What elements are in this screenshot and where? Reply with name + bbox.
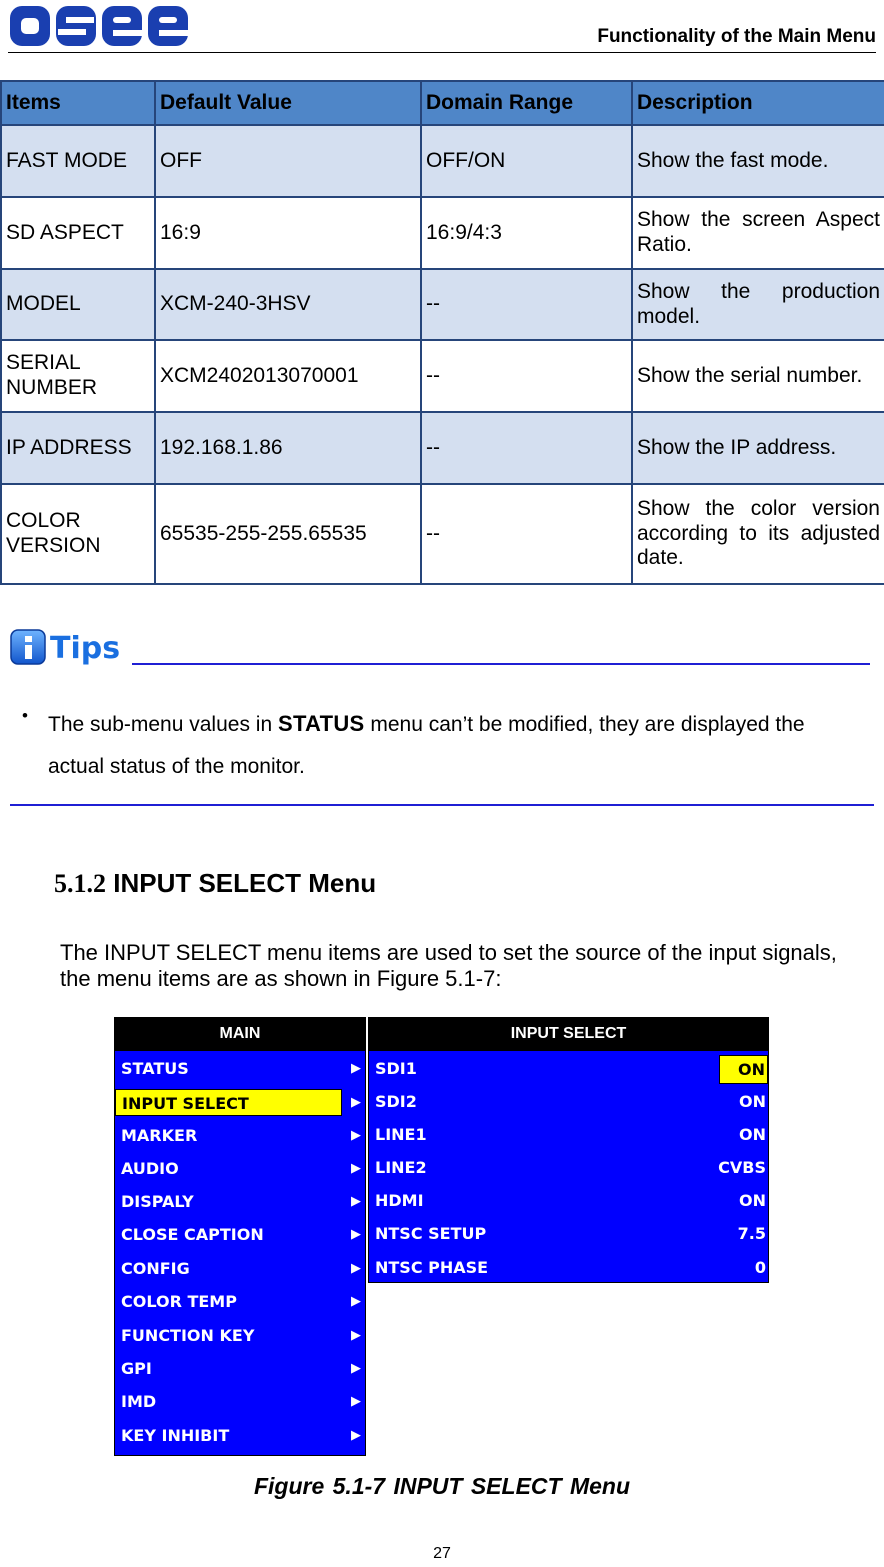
col-header-description: Description [632,81,884,125]
input-select-value-ntsc-phase[interactable]: 0 [754,1258,766,1277]
main-menu-item-key-inhibit[interactable]: KEY INHIBIT [121,1426,230,1445]
osee-logo [10,4,188,48]
tips-top-rule [132,663,870,665]
chevron-right-icon: ▶ [351,1428,361,1443]
main-menu-panel [114,1050,366,1456]
chevron-right-icon: ▶ [351,1227,361,1242]
chevron-right-icon: ▶ [351,1261,361,1276]
main-menu-item-imd[interactable]: IMD [121,1392,157,1411]
cell-item: COLOR VERSION [1,484,155,584]
main-menu-item-marker[interactable]: MARKER [121,1126,198,1145]
cell-description: Show the fast mode. [632,125,884,197]
chevron-right-icon: ▶ [351,1361,361,1376]
input-select-panel [368,1050,769,1283]
cell-range: OFF/ON [421,125,632,197]
tip-text-before: The sub-menu values in [48,713,278,736]
cell-description: Show the production model. [632,269,884,340]
col-header-default-value: Default Value [155,81,421,125]
chevron-right-icon: ▶ [351,1394,361,1409]
chevron-right-icon: ▶ [351,1294,361,1309]
cell-default: XCM2402013070001 [155,340,421,412]
table-header-row [1,81,884,125]
cell-item: SERIAL NUMBER [1,340,155,412]
cell-item: IP ADDRESS [1,412,155,484]
input-select-header: INPUT SELECT [368,1017,769,1050]
input-select-value-sdi1[interactable]: ON [719,1055,768,1084]
input-select-label-ntsc-setup[interactable]: NTSC SETUP [375,1224,487,1243]
cell-default: XCM-240-3HSV [155,269,421,340]
tip-note [48,703,838,788]
input-select-label-hdmi[interactable]: HDMI [375,1191,424,1210]
main-menu-item-config[interactable]: CONFIG [121,1259,190,1278]
cell-default: 16:9 [155,197,421,269]
main-menu-header: MAIN [114,1017,366,1050]
table-row [1,269,884,340]
table-row [1,197,884,269]
header-divider [8,52,876,53]
chevron-right-icon: ▶ [351,1128,361,1143]
input-select-label-ntsc-phase[interactable]: NTSC PHASE [375,1258,489,1277]
chevron-right-icon: ▶ [351,1061,361,1076]
input-select-label-line1[interactable]: LINE1 [375,1125,427,1144]
page-header-title: Functionality of the Main Menu [597,26,876,47]
section-number: 5.1.2 [54,869,106,898]
input-select-value-line2[interactable]: CVBS [718,1158,766,1177]
cell-item: SD ASPECT [1,197,155,269]
table-row [1,412,884,484]
cell-default: OFF [155,125,421,197]
input-select-value-ntsc-setup[interactable]: 7.5 [737,1224,766,1243]
cell-range: -- [421,269,632,340]
tips-bottom-rule [10,804,874,806]
main-menu-item-status[interactable]: STATUS [121,1059,189,1078]
table-row [1,484,884,584]
cell-range: -- [421,412,632,484]
cell-description: Show the color version according to its adjusted date. [632,484,884,584]
cell-range: -- [421,340,632,412]
page-number: 27 [433,1545,451,1562]
cell-description: Show the IP address. [632,412,884,484]
main-menu-item-audio[interactable]: AUDIO [121,1159,179,1178]
table-row [1,340,884,412]
chevron-right-icon: ▶ [351,1194,361,1209]
cell-description: Show the screen Aspect Ratio. [632,197,884,269]
cell-description: Show the serial number. [632,340,884,412]
chevron-right-icon: ▶ [351,1095,361,1110]
main-menu-item-input-select[interactable]: INPUT SELECT [115,1089,342,1116]
main-menu-item-gpi[interactable]: GPI [121,1359,152,1378]
section-heading [54,868,376,899]
main-menu-item-display[interactable]: DISPALY [121,1192,194,1211]
bullet-icon: • [22,706,28,725]
tips-label: Tips [50,631,121,666]
chevron-right-icon: ▶ [351,1328,361,1343]
input-select-value-line1[interactable]: ON [739,1125,766,1144]
cell-default: 65535-255-255.65535 [155,484,421,584]
tips-badge [10,626,132,673]
input-select-label-sdi1[interactable]: SDI1 [375,1059,417,1078]
status-items-table [0,80,884,585]
input-select-value-sdi2[interactable]: ON [739,1092,766,1111]
section-title: INPUT SELECT Menu [113,868,377,898]
cell-range: -- [421,484,632,584]
cell-default: 192.168.1.86 [155,412,421,484]
chevron-right-icon: ▶ [351,1161,361,1176]
input-select-label-sdi2[interactable]: SDI2 [375,1092,417,1111]
input-select-value-hdmi[interactable]: ON [739,1191,766,1210]
col-header-items: Items [1,81,155,125]
main-menu-item-function-key[interactable]: FUNCTION KEY [121,1326,255,1345]
tip-keyword: STATUS [277,711,365,736]
main-menu-item-color-temp[interactable]: COLOR TEMP [121,1292,237,1311]
main-menu-item-close-caption[interactable]: CLOSE CAPTION [121,1225,264,1244]
col-header-domain-range: Domain Range [421,81,632,125]
section-body: The INPUT SELECT menu items are used to set the source of the input signals, the menu items are as shown in Figure 5.1-7: [60,940,837,991]
table-row [1,125,884,197]
cell-item: FAST MODE [1,125,155,197]
tip-text-after: menu can’t be modified, they are displayed the actual status of the monitor. [48,713,805,778]
cell-item: MODEL [1,269,155,340]
input-select-label-line2[interactable]: LINE2 [375,1158,427,1177]
figure-caption: Figure 5.1-7 INPUT SELECT Menu [253,1473,631,1499]
cell-range: 16:9/4:3 [421,197,632,269]
